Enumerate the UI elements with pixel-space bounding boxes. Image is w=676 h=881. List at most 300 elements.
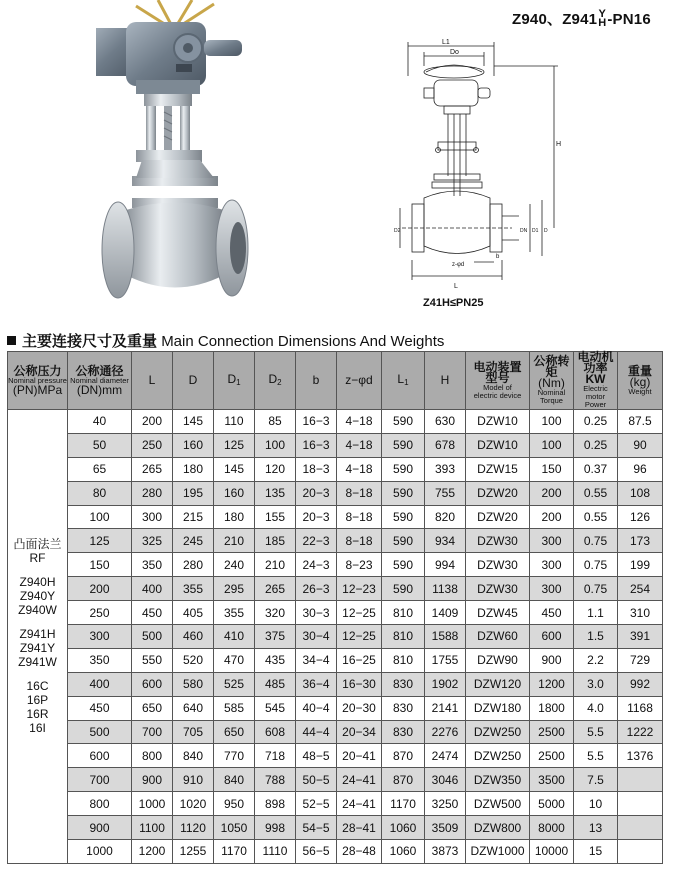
cell-d: 215 [173,505,214,529]
section-title [7,330,444,351]
table-row [8,720,663,744]
cell-h: 1588 [425,625,466,649]
cell-h: 393 [425,457,466,481]
cell-l: 280 [132,481,173,505]
cell-weight: 1168 [618,696,663,720]
cell-d: 195 [173,481,214,505]
cell-b: 40−4 [296,696,337,720]
cell-d: 705 [173,720,214,744]
cell-weight: 126 [618,505,663,529]
cell-b: 54−5 [296,816,337,840]
cell-d2: 608 [255,720,296,744]
cell-dn: 800 [68,792,132,816]
cell-dn: 500 [68,720,132,744]
cell-weight: 1222 [618,720,663,744]
cell-torque: 200 [530,505,574,529]
cell-torque: 600 [530,625,574,649]
table-row [8,648,663,672]
cell-power: 15 [574,840,618,864]
cell-d1: 240 [214,553,255,577]
dim-label-do: Do [450,49,459,56]
table-row [8,457,663,481]
cell-l1: 810 [382,648,425,672]
cell-z: 24−41 [337,792,382,816]
cell-b: 34−4 [296,648,337,672]
bullet-square-icon [7,336,16,345]
cell-model: DZW30 [466,529,530,553]
cell-h: 3046 [425,768,466,792]
table-row [8,481,663,505]
cell-dn: 65 [68,457,132,481]
cell-z: 8−18 [337,505,382,529]
cell-model: DZW180 [466,696,530,720]
cell-model: DZW30 [466,577,530,601]
cell-d1: 1170 [214,840,255,864]
cell-model: DZW250 [466,720,530,744]
cell-power: 0.37 [574,457,618,481]
header-d1: $D_1$ [214,352,255,410]
cell-model: DZW350 [466,768,530,792]
cell-d1: 585 [214,696,255,720]
pressure-rating-line: Z940W [18,603,57,618]
header-z: z−φd [337,352,382,410]
cell-d: 1020 [173,792,214,816]
cell-d1: 125 [214,433,255,457]
cell-l: 600 [132,672,173,696]
cell-d2: 185 [255,529,296,553]
cell-weight: 90 [618,433,663,457]
cell-d: 405 [173,601,214,625]
cell-l1: 590 [382,410,425,434]
cell-l1: 590 [382,577,425,601]
cell-d2: 320 [255,601,296,625]
cell-weight: 108 [618,481,663,505]
cell-l1: 590 [382,481,425,505]
cell-power: 0.75 [574,577,618,601]
header-pn: 公称压力 Nominal pressure (PN)MPa [8,352,68,410]
cell-l1: 590 [382,433,425,457]
cell-weight: 173 [618,529,663,553]
section-title-en: Main Connection Dimensions And Weights [161,333,445,350]
header-device: 电动装置 型号 Model of electric device [466,352,530,410]
cell-power: 0.25 [574,410,618,434]
cell-dn: 250 [68,601,132,625]
table-row [8,505,663,529]
pressure-rating-line: 16R [26,707,49,722]
table-header-row [8,352,663,410]
cell-d1: 295 [214,577,255,601]
model-title [512,8,651,29]
section-title-zh: 主要连接尺寸及重量 [22,333,158,350]
cell-weight: 729 [618,648,663,672]
valve-photo [96,0,256,305]
cell-dn: 100 [68,505,132,529]
cell-z: 12−23 [337,577,382,601]
cell-power: 3.0 [574,672,618,696]
table-row [8,577,663,601]
cell-d2: 998 [255,816,296,840]
header-dn: 公称通径 Nominal diameter (DN)mm [68,352,132,410]
cell-h: 3873 [425,840,466,864]
cell-d2: 85 [255,410,296,434]
cell-d1: 525 [214,672,255,696]
cell-d: 580 [173,672,214,696]
cell-d1: 210 [214,529,255,553]
header-d2: $D_2$ [255,352,296,410]
cell-l: 1000 [132,792,173,816]
cell-h: 994 [425,553,466,577]
cell-l1: 830 [382,696,425,720]
cell-model: DZW15 [466,457,530,481]
cell-dn: 600 [68,744,132,768]
cell-weight [618,840,663,864]
cell-l1: 1060 [382,816,425,840]
cell-d: 245 [173,529,214,553]
cell-l1: 810 [382,601,425,625]
cell-l: 650 [132,696,173,720]
cell-z: 8−23 [337,553,382,577]
dim-label-d2: D2 [394,228,401,234]
cell-d: 180 [173,457,214,481]
cell-torque: 200 [530,481,574,505]
model-title-material-stack [598,10,606,28]
pressure-rating-line: Z941Y [19,641,56,656]
cell-b: 50−5 [296,768,337,792]
cell-d: 355 [173,577,214,601]
cell-b: 22−3 [296,529,337,553]
table-row [8,601,663,625]
dimensions-table [7,351,663,864]
cell-model: DZW800 [466,816,530,840]
cell-z: 8−18 [337,529,382,553]
cell-b: 48−5 [296,744,337,768]
cell-z: 20−41 [337,744,382,768]
cell-d1: 410 [214,625,255,649]
cell-torque: 1200 [530,672,574,696]
cell-b: 30−4 [296,625,337,649]
cell-d2: 210 [255,553,296,577]
cell-model: DZW500 [466,792,530,816]
cell-l: 350 [132,553,173,577]
header-b: b [296,352,337,410]
cell-d: 145 [173,410,214,434]
cell-model: DZW45 [466,601,530,625]
cell-dn: 300 [68,625,132,649]
cell-h: 1755 [425,648,466,672]
cell-weight: 199 [618,553,663,577]
cell-d1: 770 [214,744,255,768]
header-l: L [132,352,173,410]
material-h: H [598,17,607,30]
pressure-rating-line: 凸面法兰 [13,537,62,552]
pressure-rating-line: Z941W [18,655,57,670]
cell-model: DZW1000 [466,840,530,864]
cell-weight: 1376 [618,744,663,768]
cell-l: 550 [132,648,173,672]
cell-l1: 870 [382,744,425,768]
header-d: D [173,352,214,410]
table-row [8,744,663,768]
cell-weight: 96 [618,457,663,481]
cell-z: 16−30 [337,672,382,696]
cell-z: 4−18 [337,457,382,481]
cell-d2: 120 [255,457,296,481]
cell-z: 4−18 [337,410,382,434]
cell-z: 20−30 [337,696,382,720]
cell-l: 325 [132,529,173,553]
cell-l: 265 [132,457,173,481]
header-torque: 公称转矩 (Nm) Nominal Torque [530,352,574,410]
cell-weight [618,768,663,792]
dim-label-d1: D1 [532,228,539,234]
cell-d: 840 [173,744,214,768]
material-y: Y [598,8,607,21]
cell-h: 934 [425,529,466,553]
cell-z: 16−25 [337,648,382,672]
cell-l: 1200 [132,840,173,864]
model-title-prefix: Z940、Z941 [512,11,598,28]
cell-d: 640 [173,696,214,720]
cell-h: 1138 [425,577,466,601]
cell-model: DZW20 [466,505,530,529]
cell-weight: 391 [618,625,663,649]
cell-d1: 110 [214,410,255,434]
cell-l: 450 [132,601,173,625]
cell-power: 2.2 [574,648,618,672]
pressure-rating-line: 16C [26,679,49,694]
header-l1: $L_1$ [382,352,425,410]
table-row [8,696,663,720]
cell-b: 18−3 [296,457,337,481]
dim-label-b: b [496,254,500,260]
cell-l: 400 [132,577,173,601]
header-h: H [425,352,466,410]
cell-power: 0.55 [574,505,618,529]
dim-label-dn: DN [520,228,528,234]
cell-dn: 1000 [68,840,132,864]
cell-b: 52−5 [296,792,337,816]
cell-h: 820 [425,505,466,529]
cell-torque: 2500 [530,744,574,768]
cell-model: DZW20 [466,481,530,505]
cell-d2: 718 [255,744,296,768]
cell-power: 1.1 [574,601,618,625]
cell-d1: 840 [214,768,255,792]
cell-d2: 788 [255,768,296,792]
cell-b: 30−3 [296,601,337,625]
cell-z: 28−48 [337,840,382,864]
cell-power: 0.55 [574,481,618,505]
cell-d1: 650 [214,720,255,744]
cell-b: 16−3 [296,410,337,434]
cell-h: 2276 [425,720,466,744]
cell-dn: 900 [68,816,132,840]
cell-model: DZW10 [466,410,530,434]
pressure-rating-line: RF [29,551,46,566]
cell-dn: 150 [68,553,132,577]
cell-dn: 125 [68,529,132,553]
cell-dn: 700 [68,768,132,792]
cell-weight: 310 [618,601,663,625]
cell-torque: 10000 [530,840,574,864]
table-row [8,529,663,553]
cell-dn: 80 [68,481,132,505]
cell-dn: 200 [68,577,132,601]
cell-power: 4.0 [574,696,618,720]
cell-l1: 1170 [382,792,425,816]
cell-torque: 100 [530,433,574,457]
cell-torque: 100 [530,410,574,434]
cell-l1: 830 [382,672,425,696]
cell-d2: 265 [255,577,296,601]
cell-l: 1100 [132,816,173,840]
cell-z: 28−41 [337,816,382,840]
table-row [8,553,663,577]
cell-d: 1120 [173,816,214,840]
cell-l: 900 [132,768,173,792]
table-row [8,410,663,434]
cell-l: 700 [132,720,173,744]
table-row [8,816,663,840]
cell-d2: 898 [255,792,296,816]
header-weight: 重量 (kg) Weight [618,352,663,410]
cell-d: 160 [173,433,214,457]
table-row [8,840,663,864]
table-row [8,433,663,457]
dim-label-l: L [454,283,458,290]
table-row [8,792,663,816]
dim-label-holes: z-φd [452,262,465,268]
cell-b: 56−5 [296,840,337,864]
cell-d1: 160 [214,481,255,505]
cell-weight [618,816,663,840]
pressure-rating-cell [8,410,68,864]
cell-h: 630 [425,410,466,434]
cell-h: 2141 [425,696,466,720]
cell-l: 300 [132,505,173,529]
cell-d: 520 [173,648,214,672]
cell-torque: 150 [530,457,574,481]
cell-d2: 375 [255,625,296,649]
cell-d1: 180 [214,505,255,529]
cell-z: 4−18 [337,433,382,457]
cell-d1: 145 [214,457,255,481]
cell-l1: 590 [382,529,425,553]
cell-l1: 810 [382,625,425,649]
cell-power: 10 [574,792,618,816]
cell-power: 7.5 [574,768,618,792]
cell-z: 12−25 [337,601,382,625]
cell-d1: 1050 [214,816,255,840]
cell-weight: 254 [618,577,663,601]
cell-weight: 87.5 [618,410,663,434]
cell-torque: 300 [530,529,574,553]
cell-model: DZW90 [466,648,530,672]
dim-label-h: H [556,141,562,148]
header-power: 电动机 功率KW Electric motor Power [574,352,618,410]
valve-dimension-drawing [394,36,574,291]
cell-b: 24−3 [296,553,337,577]
cell-torque: 300 [530,577,574,601]
cell-power: 5.5 [574,720,618,744]
cell-torque: 450 [530,601,574,625]
cell-dn: 350 [68,648,132,672]
table-row [8,625,663,649]
cell-z: 12−25 [337,625,382,649]
cell-dn: 50 [68,433,132,457]
cell-torque: 5000 [530,792,574,816]
cell-l1: 1060 [382,840,425,864]
cell-l1: 830 [382,720,425,744]
cell-d2: 485 [255,672,296,696]
cell-h: 1902 [425,672,466,696]
cell-torque: 2500 [530,720,574,744]
cell-d1: 355 [214,601,255,625]
cell-power: 0.75 [574,529,618,553]
cell-l1: 590 [382,553,425,577]
dim-label-l1: L1 [442,39,450,46]
cell-l: 500 [132,625,173,649]
cell-dn: 400 [68,672,132,696]
cell-torque: 900 [530,648,574,672]
cell-h: 3509 [425,816,466,840]
cell-weight: 992 [618,672,663,696]
cell-torque: 1800 [530,696,574,720]
cell-b: 36−4 [296,672,337,696]
cell-dn: 40 [68,410,132,434]
table-row [8,672,663,696]
cell-model: DZW250 [466,744,530,768]
cell-b: 16−3 [296,433,337,457]
cell-torque: 300 [530,553,574,577]
table-row [8,768,663,792]
cell-dn: 450 [68,696,132,720]
cell-b: 44−4 [296,720,337,744]
cell-h: 3250 [425,792,466,816]
cell-model: DZW30 [466,553,530,577]
pressure-rating-line: Z940Y [19,589,56,604]
drawing-caption: Z41H≤PN25 [423,297,484,309]
cell-h: 755 [425,481,466,505]
pressure-rating-line: 16P [26,693,49,708]
cell-z: 8−18 [337,481,382,505]
cell-power: 0.75 [574,553,618,577]
cell-d2: 545 [255,696,296,720]
cell-l: 200 [132,410,173,434]
cell-d: 1255 [173,840,214,864]
cell-power: 13 [574,816,618,840]
cell-d2: 100 [255,433,296,457]
cell-b: 20−3 [296,505,337,529]
cell-torque: 3500 [530,768,574,792]
pressure-rating-line: Z941H [19,627,56,642]
cell-b: 26−3 [296,577,337,601]
cell-h: 2474 [425,744,466,768]
cell-model: DZW60 [466,625,530,649]
cell-d: 280 [173,553,214,577]
pressure-rating-line: Z940H [19,575,56,590]
cell-h: 1409 [425,601,466,625]
cell-weight [618,792,663,816]
cell-power: 5.5 [574,744,618,768]
cell-power: 1.5 [574,625,618,649]
cell-l1: 870 [382,768,425,792]
cell-d1: 950 [214,792,255,816]
cell-z: 24−41 [337,768,382,792]
cell-power: 0.25 [574,433,618,457]
cell-h: 678 [425,433,466,457]
cell-l1: 590 [382,505,425,529]
